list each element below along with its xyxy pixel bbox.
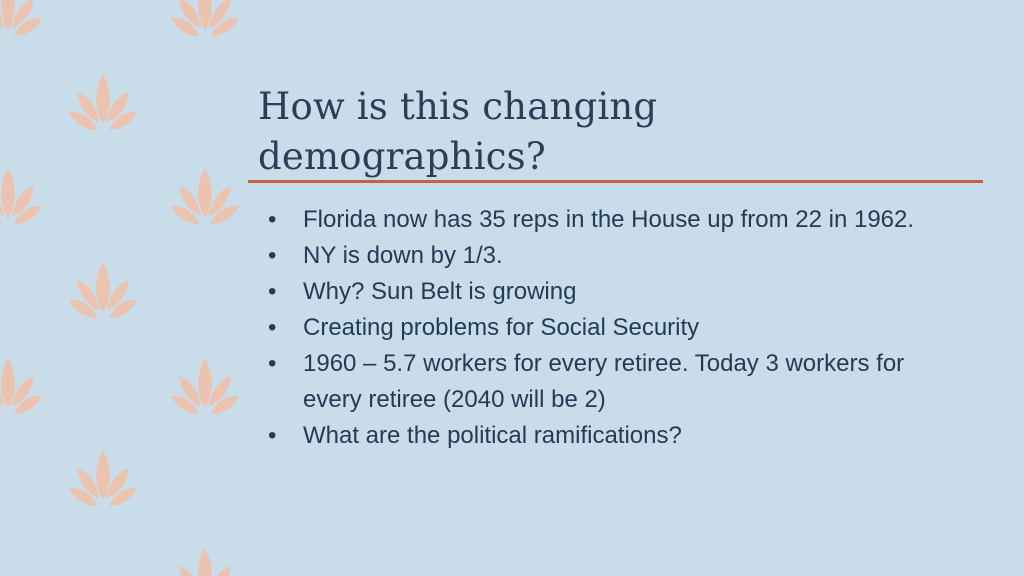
leaf-sprig-icon <box>171 548 239 576</box>
slide-title-line: demographics? <box>258 135 546 178</box>
leaf-sprig-icon <box>171 168 239 224</box>
bullet-list <box>268 202 928 454</box>
bullet-text: What are the political ramifications? <box>303 422 682 449</box>
leaf-sprig-icon <box>69 450 137 506</box>
bullet-glyph: • <box>268 206 277 233</box>
title-divider <box>248 180 983 183</box>
leaf-sprig-icon <box>171 0 239 36</box>
leaf-pattern <box>0 0 240 576</box>
slide-title <box>258 82 958 182</box>
bullet-text: Why? Sun Belt is growing <box>303 278 577 305</box>
bullet-glyph: • <box>268 422 277 449</box>
leaf-sprig-icon <box>0 358 42 414</box>
slide-title-line: How is this changing <box>258 85 658 128</box>
bullet-text: NY is down by 1/3. <box>303 242 503 269</box>
bullet-item <box>268 202 928 238</box>
leaf-sprig-icon <box>69 74 137 130</box>
bullet-item <box>268 274 928 310</box>
bullet-item <box>268 310 928 346</box>
bullet-glyph: • <box>268 278 277 305</box>
bullet-glyph: • <box>268 314 277 341</box>
bullet-item <box>268 346 928 418</box>
bullet-item <box>268 238 928 274</box>
bullet-glyph: • <box>268 350 277 377</box>
leaf-sprig-icon <box>0 168 42 224</box>
bullet-item <box>268 418 928 454</box>
bullet-glyph: • <box>268 242 277 269</box>
leaf-sprig-icon <box>69 262 137 318</box>
leaf-sprig-icon <box>0 0 42 36</box>
leaf-sprig-icon <box>171 358 239 414</box>
bullet-text: 1960 – 5.7 workers for every retiree. Today 3 workers for every retiree (2040 will be 2) <box>303 350 905 413</box>
bullet-text: Creating problems for Social Security <box>303 314 700 341</box>
bullet-text: Florida now has 35 reps in the House up from 22 in 1962. <box>303 206 915 233</box>
